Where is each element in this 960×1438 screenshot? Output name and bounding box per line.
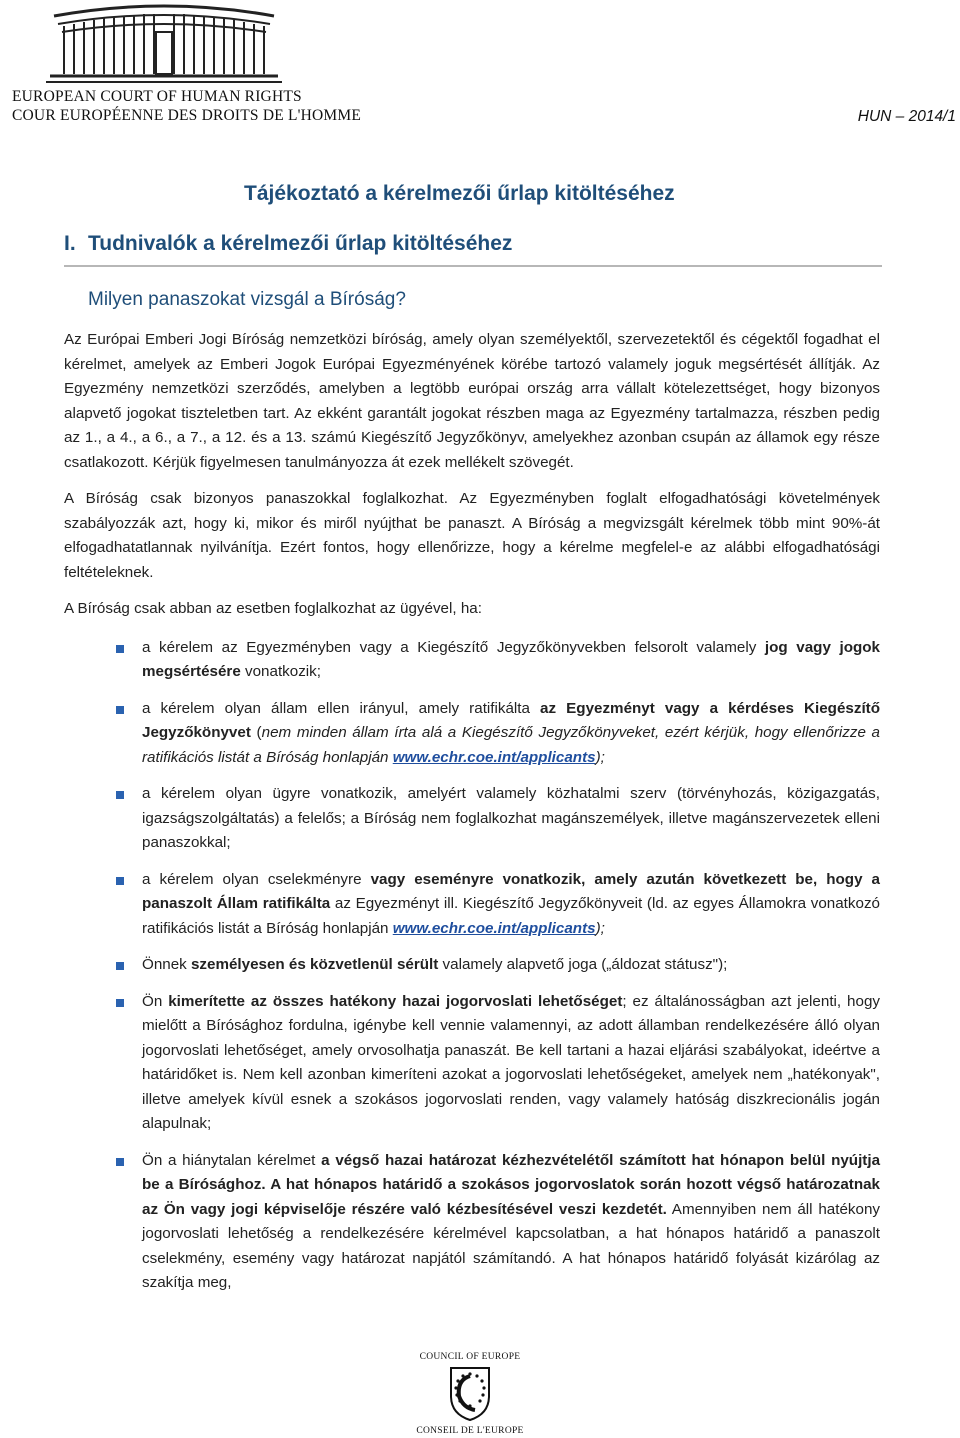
- section-divider: [64, 265, 882, 267]
- court-name-french: COUR EUROPÉENNE DES DROITS DE L'HOMME: [12, 107, 362, 124]
- list-item: a kérelem olyan állam ellen irányul, amely ratifikálta az Egyezményt vagy a kérdéses Kiegészítő Jegyzőkönyvet (nem minden állam írta alá a Kiegészítő Jegyzőkönyveket, ezért kérjük, hogy ellenőrizze a ratifikációs listát a Bíróság honlapján www.echr.coe.int/applicants);: [64, 697, 880, 771]
- section-number: I.: [64, 232, 76, 255]
- list-item: a kérelem olyan cselekményre vagy eseményre vonatkozik, amely azután következett be, hogy a panaszolt Állam ratifikálta az Egyezményt ill. Kiegészítő Jegyzőkönyveit (ld. az egyes Államokra vonatkozó ratifikációs listát a Bíróság honlapján www.echr.coe.int/applicants);: [64, 868, 880, 942]
- square-bullet-icon: [116, 1158, 124, 1166]
- coe-name-english: COUNCIL OF EUROPE: [419, 1352, 521, 1362]
- list-item: Ön a hiánytalan kérelmet a végső hazai határozat kézhezvételétől számított hat hónapon belül nyújtja be a Bírósághoz. A hat hónapos határidő a szokásos jogorvoslatok során hozott végső határozatnak az Ön vagy jogi képviselője részére való kézbesítésével veszi kezdetét. Amennyiben nem áll hatékony jogorvoslati lehetőség a rendelkezésére kérelmével kapcsolatban, a hat hónapos határidő a panaszolt cselekmény, esemény vagy határozat napjától számítandó. A hat hónapos határidő folyását kizárólag az szakítja meg,: [64, 1149, 880, 1296]
- paragraph-intro: Az Európai Emberi Jogi Bíróság nemzetközi bíróság, amely olyan személyektől, szervezetektől és cégektől fogadhat el kérelmet, amelyek az Emberi Jogok Európai Egyezményének körébe tartozó valamely joguk megsértését állítják. Az Egyezmény nemzetközi szerződés, amelyben a legtöbb európai ország arra vállalt kötelezettséget, hogy bizonyos alapvető jogokat tiszteletben tart. Az ekként garantált jogokat részben maga az Egyezmény tartalmazza, részben pedig az 1., a 4., a 6., a 7., a 12. és a 13. számú Kiegészítő Jegyzőkönyv, amelyekhez azonban csupán az államok egy része csatlakozott. Kérjük figyelmesen tanulmányozza át ezek mellékelt szövegét.: [64, 331, 880, 471]
- page-title: Tájékoztató a kérelmezői űrlap kitöltéséhez: [244, 182, 675, 205]
- council-of-europe-logo: [410, 1352, 530, 1438]
- section-heading: [64, 232, 512, 256]
- square-bullet-icon: [116, 999, 124, 1007]
- subheading: Milyen panaszokat vizsgál a Bíróság?: [88, 289, 406, 310]
- paragraph-conditions-lead: A Bíróság csak abban az esetben foglalkozhat az ügyével, ha:: [64, 600, 482, 617]
- paragraph-admissibility: A Bíróság csak bizonyos panaszokkal foglalkozhat. Az Egyezményben foglalt elfogadhatósági követelmények szabályozzák azt, hogy ki, mikor és miről nyújthat be panaszt. A Bíróság a megvizsgált kérelmek több mint 90%-át elfogadhatatlannak nyilvánítja. Ezért fontos, hogy ellenőrizze, hogy a kérelme megfelel-e az alábbi elfogadhatósági feltételeknek.: [64, 490, 880, 581]
- list-item: a kérelem olyan ügyre vonatkozik, amelyért valamely közhatalmi szerv (törvényhozás, közigazgatás, igazságszolgáltatás) a felelős; a Bíróság nem foglalkozhat magánszemélyek, illetve magánszervezetek elleni panaszokkal;: [64, 782, 880, 856]
- council-of-europe-emblem-icon: [449, 1366, 491, 1422]
- page-header: [0, 0, 960, 140]
- admissibility-conditions-list: [64, 636, 880, 1296]
- square-bullet-icon: [116, 962, 124, 970]
- square-bullet-icon: [116, 791, 124, 799]
- document-code: HUN – 2014/1: [857, 108, 956, 125]
- coe-name-french: CONSEIL DE L'EUROPE: [416, 1426, 524, 1436]
- square-bullet-icon: [116, 706, 124, 714]
- applicants-link[interactable]: www.echr.coe.int/applicants: [392, 748, 596, 766]
- list-item: Önnek személyesen és közvetlenül sérült valamely alapvető joga („áldozat státusz");: [64, 953, 880, 978]
- square-bullet-icon: [116, 645, 124, 653]
- list-item: a kérelem az Egyezményben vagy a Kiegészítő Jegyzőkönyvekben felsorolt valamely jog vagy jogok megsértésére vonatkozik;: [64, 636, 880, 685]
- applicants-link[interactable]: www.echr.coe.int/applicants: [392, 919, 596, 937]
- square-bullet-icon: [116, 877, 124, 885]
- section-title: Tudnivalók a kérelmezői űrlap kitöltéséhez: [88, 232, 513, 255]
- list-item: Ön kimerítette az összes hatékony hazai jogorvoslati lehetőséget; ez általánosságban azt jelenti, hogy mielőtt a Bírósághoz fordulna, igénybe kell vennie valamennyi, az adott államban rendelkezésére álló olyan jogorvoslati lehetőséget, amely orvosolhatja panaszát. Be kell tartani a hazai eljárási szabályokat, ideértve a határidőket is. Nem kell azonban kimeríteni azokat a jogorvoslati lehetőségeket, amelyek nem „hatékonyak", illetve amelyek kívül esnek a szokásos jogorvoslati renden, vagy valamely hatóság diszkrecionális jogán alapulnak;: [64, 990, 880, 1137]
- document-body: [64, 328, 880, 1308]
- court-building-logo-icon: [44, 2, 284, 86]
- court-name-english: EUROPEAN COURT OF HUMAN RIGHTS: [12, 88, 302, 105]
